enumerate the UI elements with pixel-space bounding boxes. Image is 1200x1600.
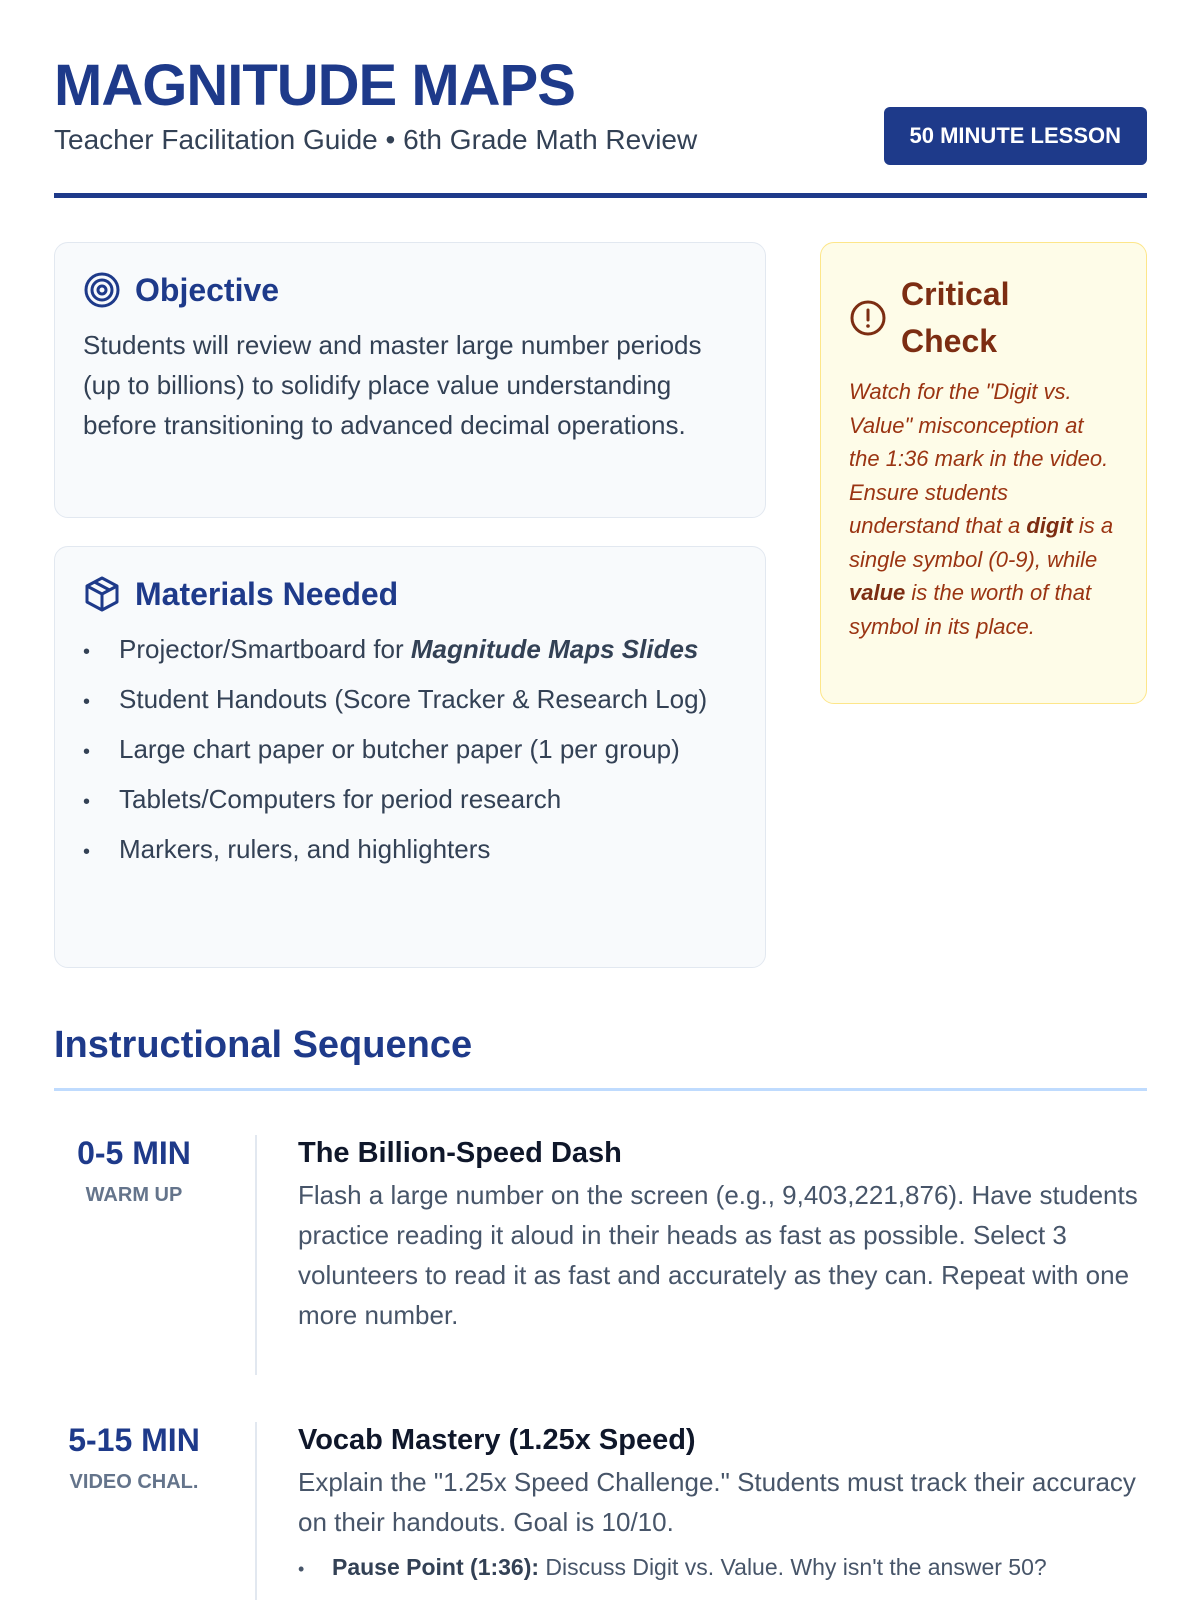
step-text: Flash a large number on the screen (e.g., 9,403,221,876). Have students practice reading it aloud in their heads as fast as possible. Select 3 volunteers to read it as fast and accurately as they can. Repeat with one more number.: [298, 1180, 1138, 1330]
objective-heading-row: [83, 271, 737, 309]
materials-heading: Materials Needed: [135, 575, 399, 612]
list-item: •Projector/Smartboard for Magnitude Maps Slides: [83, 629, 737, 672]
list-item: •Pause Point (1:36): Discuss Digit vs. Value. Why isn't the answer 50?: [298, 1550, 1147, 1586]
sequence-divider: [54, 1088, 1147, 1091]
list-item: •Tablets/Computers for period research: [83, 779, 737, 822]
objective-card: [54, 242, 766, 518]
step-time: 5-15 MIN VIDEO CHAL.: [68, 1422, 200, 1493]
step-divider: [255, 1422, 257, 1600]
critical-heading-row: [849, 271, 1118, 365]
materials-list: [83, 629, 737, 872]
step-body: [298, 1422, 1147, 1586]
step-title: Vocab Mastery (1.25x Speed): [298, 1424, 696, 1456]
step-title: The Billion-Speed Dash: [298, 1137, 622, 1169]
sequence-title: Instructional Sequence: [54, 1024, 473, 1066]
materials-card: [54, 546, 766, 968]
objective-heading: Objective: [135, 271, 280, 308]
page-header: [54, 52, 1147, 202]
step-time: 0-5 MIN WARM UP: [77, 1135, 191, 1206]
page-title: MAGNITUDE MAPS: [54, 53, 575, 118]
sequence-step: [54, 1422, 1147, 1600]
step-text: Explain the "1.25x Speed Challenge." Students must track their accuracy on their handouts. Goal is 10/10.: [298, 1467, 1136, 1537]
alert-circle-icon: [849, 299, 887, 337]
objective-text: Students will review and master large number periods (up to billions) to solidify place value understanding before transitioning to advanced decimal operations.: [83, 330, 702, 440]
critical-text: Watch for the "Digit vs. Value" misconception at the 1:36 mark in the video. Ensure students understand that a digit is a single symbol (0-9), while value is the worth of that symbol in its place.: [849, 379, 1114, 639]
materials-heading-row: [83, 575, 737, 613]
step-body: [298, 1135, 1147, 1335]
list-item: •Student Handouts (Score Tracker & Research Log): [83, 679, 737, 722]
list-item: •Markers, rulers, and highlighters: [83, 829, 737, 872]
critical-heading: Critical Check: [901, 276, 1010, 359]
sequence-step: [54, 1135, 1147, 1375]
critical-check-card: [820, 242, 1147, 704]
box-icon: [83, 575, 121, 613]
step-bullets: [298, 1550, 1147, 1586]
header-divider: [54, 193, 1147, 198]
list-item: •Large chart paper or butcher paper (1 per group): [83, 729, 737, 772]
step-divider: [255, 1135, 257, 1375]
target-icon: [83, 271, 121, 309]
lesson-duration-badge: 50 MINUTE LESSON: [884, 107, 1147, 165]
page-subtitle: Teacher Facilitation Guide • 6th Grade Math Review: [54, 124, 698, 155]
